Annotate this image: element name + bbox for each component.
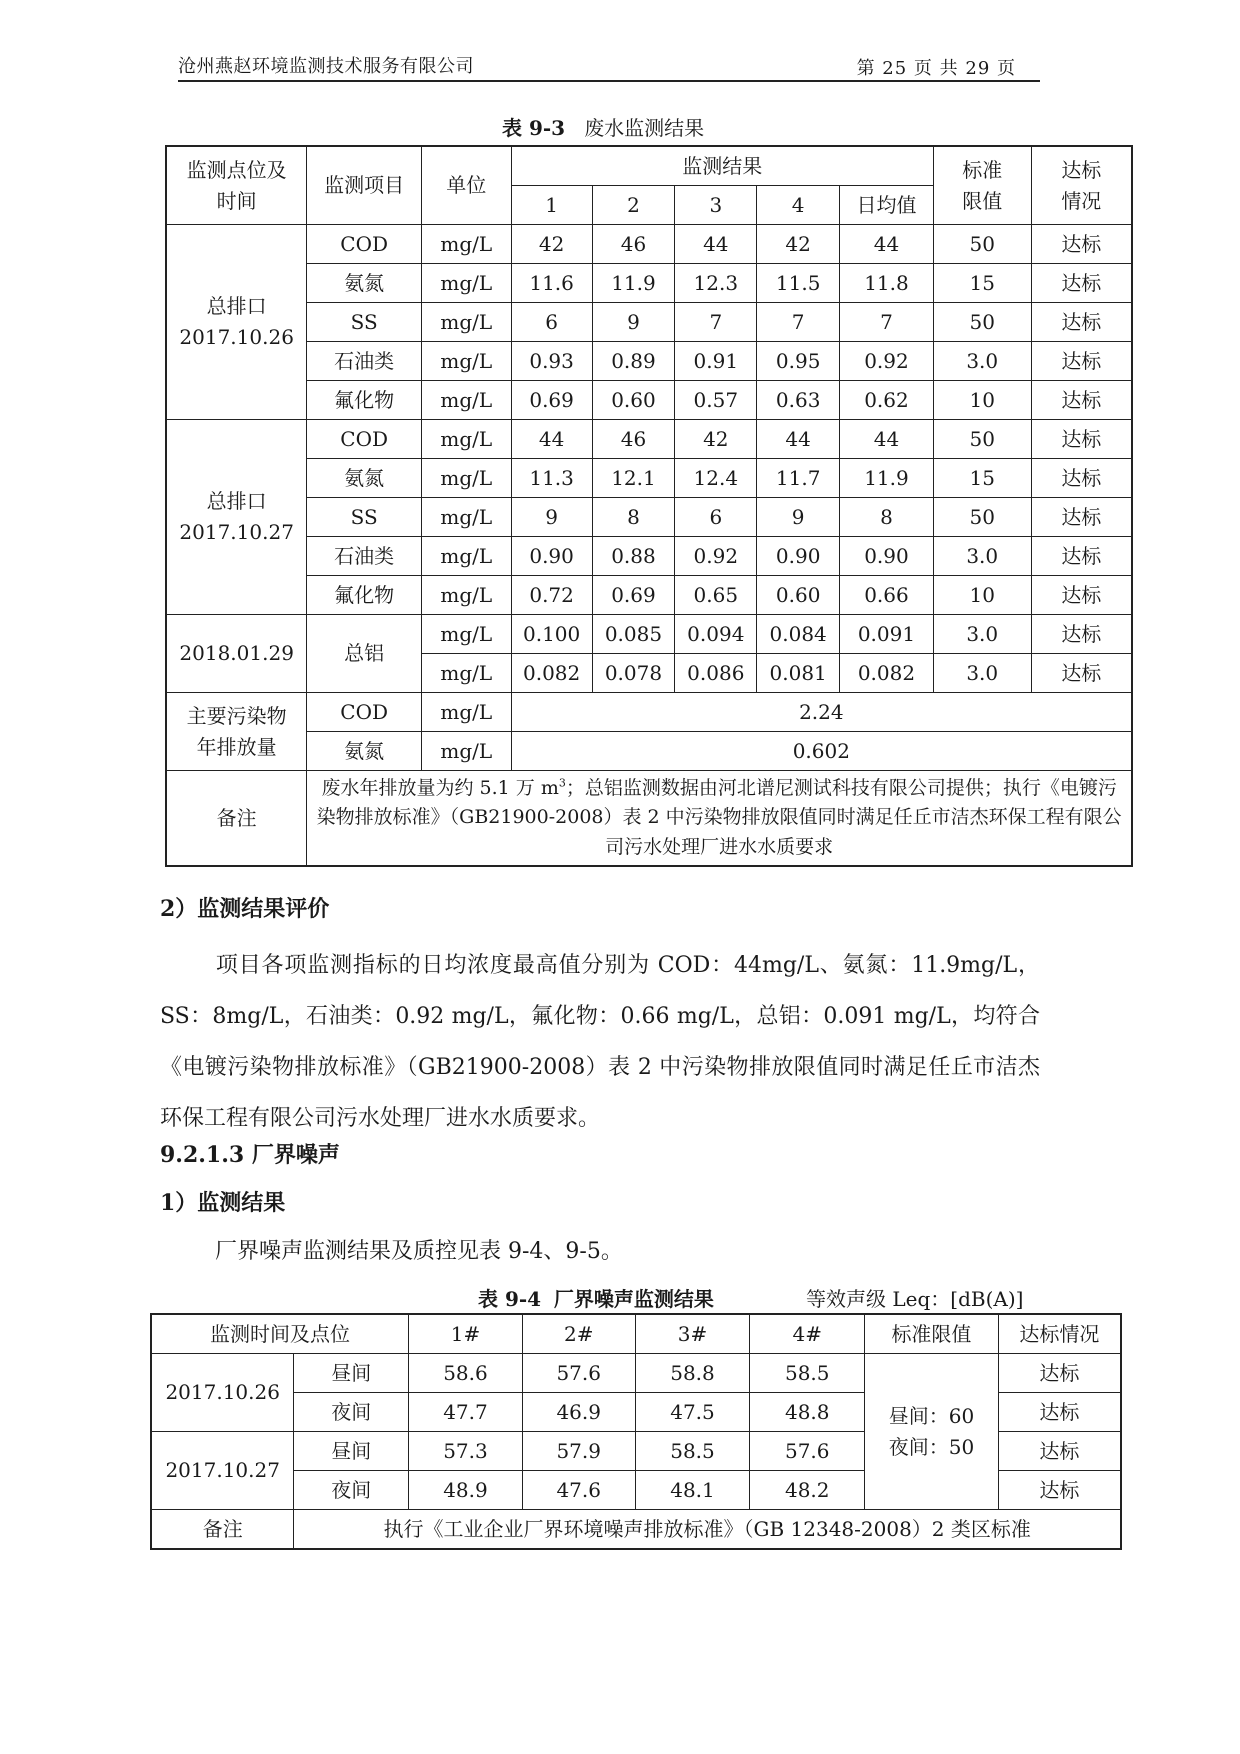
remark-text: 执行《工业企业厂界环境噪声排放标准》（GB 12348-2008）2 类区标准 <box>294 1510 1121 1550</box>
remark-label: 备注 <box>166 771 307 867</box>
al-date: 2018.01.29 <box>166 615 307 693</box>
table-row <box>166 459 1132 498</box>
cell-status: 达标 <box>1031 498 1132 537</box>
table2-caption-number: 表 9-4 <box>478 1287 542 1311</box>
cell-value: 6 <box>511 303 592 342</box>
cell-limit: 3.0 <box>933 615 1031 654</box>
cell-status: 达标 <box>1031 342 1132 381</box>
cell-status: 达标 <box>1031 264 1132 303</box>
table-row <box>151 1354 1121 1393</box>
cell-value: 48.9 <box>409 1471 523 1510</box>
header-unit: 单位 <box>421 146 511 225</box>
cell-value: 58.5 <box>635 1432 750 1471</box>
cell-limit: 3.0 <box>933 537 1031 576</box>
day-date: 2017.10.26 <box>151 1354 294 1432</box>
cell-item: 氨氮 <box>307 264 422 303</box>
cell-value: 0.92 <box>675 537 757 576</box>
section-evaluation-title: 2）监测结果评价 <box>160 896 330 922</box>
cell-limit: 50 <box>933 225 1031 264</box>
table-row <box>166 732 1132 771</box>
cell-status: 达标 <box>1031 225 1132 264</box>
cell-value: 46 <box>592 420 675 459</box>
header-result-col-1: 1 <box>511 186 592 225</box>
cell-item: 氟化物 <box>307 381 422 420</box>
cell-value: 0.69 <box>511 381 592 420</box>
evaluation-paragraph <box>160 940 1040 1144</box>
table-header-row <box>166 146 1132 186</box>
remark-row <box>166 771 1132 867</box>
cell-unit: mg/L <box>421 537 511 576</box>
cell-value: 44 <box>511 420 592 459</box>
cell-item: SS <box>307 303 422 342</box>
cell-unit: mg/L <box>421 303 511 342</box>
cell-item: COD <box>307 420 422 459</box>
table-row <box>166 498 1132 537</box>
section-noise-title: 9.2.1.3 厂界噪声 <box>160 1142 340 1168</box>
cell-value: 0.57 <box>675 381 757 420</box>
cell-unit: mg/L <box>421 225 511 264</box>
cell-status: 达标 <box>998 1393 1121 1432</box>
cell-value: 9 <box>592 303 675 342</box>
table2-caption <box>478 1283 714 1312</box>
cell-value: 47.5 <box>635 1393 750 1432</box>
table1-caption-title: 废水监测结果 <box>584 116 705 140</box>
cell-value: 0.92 <box>840 342 934 381</box>
cell-value: 0.081 <box>757 654 840 693</box>
cell-value: 0.93 <box>511 342 592 381</box>
cell-value: 0.085 <box>592 615 675 654</box>
cell-value: 0.091 <box>840 615 934 654</box>
annual-value: 0.602 <box>511 732 1132 771</box>
cell-status: 达标 <box>1031 615 1132 654</box>
cell-status: 达标 <box>1031 459 1132 498</box>
cell-unit: mg/L <box>421 420 511 459</box>
cell-period: 夜间 <box>294 1471 409 1510</box>
cell-unit: mg/L <box>421 498 511 537</box>
cell-value: 0.082 <box>840 654 934 693</box>
cell-limit: 50 <box>933 420 1031 459</box>
cell-item: COD <box>307 225 422 264</box>
cell-value: 48.8 <box>750 1393 865 1432</box>
evaluation-text: 项目各项监测指标的日均浓度最高值分别为 COD：44mg/L、氨氮：11.9mg/L，SS：8mg/L，石油类：0.92 mg/L，氟化物：0.66 mg/L，总铝：0.091 mg/L，均符合《电镀污染物排放标准》（GB21900-2008）表 2 中污染物排放限值同时满足任丘市洁杰环保工程有限公司污水处理厂进水水质要求。 <box>160 953 1040 1131</box>
cell-value: 7 <box>675 303 757 342</box>
cell-value: 0.086 <box>675 654 757 693</box>
group-label: 总排口 2017.10.26 <box>166 225 307 420</box>
table-header-row <box>151 1314 1121 1354</box>
cell-value: 44 <box>757 420 840 459</box>
cell-value: 12.4 <box>675 459 757 498</box>
table-row <box>166 615 1132 654</box>
company-name: 沧州燕赵环境监测技术服务有限公司 <box>178 56 474 77</box>
cell-value: 6 <box>675 498 757 537</box>
section-noise-subtitle: 1）监测结果 <box>160 1190 286 1216</box>
table-row <box>166 576 1132 615</box>
table-row <box>166 693 1132 732</box>
table-row <box>166 381 1132 420</box>
cell-value: 7 <box>840 303 934 342</box>
al-item: 总铝 <box>307 615 422 693</box>
cell-item: 石油类 <box>307 342 422 381</box>
cell-value: 0.66 <box>840 576 934 615</box>
day-date: 2017.10.27 <box>151 1432 294 1510</box>
header-status: 达标情况 <box>1031 146 1132 225</box>
table-row <box>166 537 1132 576</box>
cell-value: 57.6 <box>750 1432 865 1471</box>
cell-value: 42 <box>511 225 592 264</box>
table-row <box>166 342 1132 381</box>
header-point-3: 3# <box>635 1314 750 1354</box>
annual-value: 2.24 <box>511 693 1132 732</box>
cell-item: COD <box>307 693 422 732</box>
group-label: 总排口 2017.10.27 <box>166 420 307 615</box>
cell-value: 9 <box>511 498 592 537</box>
cell-value: 42 <box>757 225 840 264</box>
cell-value: 0.078 <box>592 654 675 693</box>
cell-value: 11.9 <box>840 459 934 498</box>
cell-limit: 15 <box>933 459 1031 498</box>
table1-caption-number: 表 9-3 <box>502 116 566 140</box>
cell-value: 0.082 <box>511 654 592 693</box>
noise-intro-paragraph <box>160 1226 1040 1277</box>
table2-caption-title: 厂界噪声监测结果 <box>553 1287 714 1311</box>
header-point-1: 1# <box>409 1314 523 1354</box>
cell-value: 0.69 <box>592 576 675 615</box>
page-header <box>178 46 1040 82</box>
table1-caption <box>502 112 704 141</box>
cell-unit: mg/L <box>421 654 511 693</box>
cell-value: 0.094 <box>675 615 757 654</box>
cell-value: 0.91 <box>675 342 757 381</box>
cell-limit: 15 <box>933 264 1031 303</box>
cell-value: 57.3 <box>409 1432 523 1471</box>
header-result-col-3: 3 <box>675 186 757 225</box>
cell-item: 氟化物 <box>307 576 422 615</box>
cell-value: 0.95 <box>757 342 840 381</box>
cell-value: 58.6 <box>409 1354 523 1393</box>
cell-value: 46.9 <box>522 1393 635 1432</box>
cell-value: 0.60 <box>592 381 675 420</box>
cell-value: 42 <box>675 420 757 459</box>
cell-status: 达标 <box>998 1354 1121 1393</box>
cell-value: 58.5 <box>750 1354 865 1393</box>
cell-status: 达标 <box>1031 576 1132 615</box>
cell-limit: 10 <box>933 381 1031 420</box>
cell-status: 达标 <box>1031 303 1132 342</box>
cell-value: 57.6 <box>522 1354 635 1393</box>
cell-value: 47.7 <box>409 1393 523 1432</box>
noise-results-table <box>150 1313 1122 1550</box>
header-result-col-4: 4 <box>757 186 840 225</box>
cell-value: 11.9 <box>592 264 675 303</box>
table-row <box>166 225 1132 264</box>
noise-intro-text: 厂界噪声监测结果及质控见表 9-4、9-5。 <box>215 1239 623 1264</box>
cell-unit: mg/L <box>421 576 511 615</box>
cell-status: 达标 <box>1031 537 1132 576</box>
cell-value: 0.89 <box>592 342 675 381</box>
cell-value: 0.084 <box>757 615 840 654</box>
remark-label: 备注 <box>151 1510 294 1550</box>
annual-label: 主要污染物年排放量 <box>166 693 307 771</box>
header-item: 监测项目 <box>307 146 422 225</box>
cell-value: 11.3 <box>511 459 592 498</box>
cell-value: 0.100 <box>511 615 592 654</box>
table-row <box>166 264 1132 303</box>
cell-period: 昼间 <box>294 1432 409 1471</box>
cell-value: 44 <box>840 420 934 459</box>
cell-unit: mg/L <box>421 459 511 498</box>
table-row <box>166 303 1132 342</box>
cell-status: 达标 <box>998 1471 1121 1510</box>
cell-unit: mg/L <box>421 342 511 381</box>
cell-value: 12.3 <box>675 264 757 303</box>
cell-value: 8 <box>592 498 675 537</box>
header-point-4: 4# <box>750 1314 865 1354</box>
cell-limit: 10 <box>933 576 1031 615</box>
cell-value: 0.65 <box>675 576 757 615</box>
page-number: 第 25 页 共 29 页 <box>856 58 1016 79</box>
cell-value: 48.2 <box>750 1471 865 1510</box>
cell-unit: mg/L <box>421 732 511 771</box>
cell-value: 0.90 <box>511 537 592 576</box>
cell-value: 0.90 <box>757 537 840 576</box>
cell-unit: mg/L <box>421 381 511 420</box>
cell-period: 夜间 <box>294 1393 409 1432</box>
cell-value: 57.9 <box>522 1432 635 1471</box>
cell-unit: mg/L <box>421 615 511 654</box>
cell-value: 7 <box>757 303 840 342</box>
cell-unit: mg/L <box>421 264 511 303</box>
cell-item: 氨氮 <box>307 732 422 771</box>
cell-value: 11.7 <box>757 459 840 498</box>
cell-value: 44 <box>675 225 757 264</box>
cell-value: 8 <box>840 498 934 537</box>
cell-value: 0.88 <box>592 537 675 576</box>
header-result-col-2: 2 <box>592 186 675 225</box>
header-limit: 标准限值 <box>933 146 1031 225</box>
header-point-2: 2# <box>522 1314 635 1354</box>
cell-value: 48.1 <box>635 1471 750 1510</box>
remark-row <box>151 1510 1121 1550</box>
cell-status: 达标 <box>1031 420 1132 459</box>
cell-value: 58.8 <box>635 1354 750 1393</box>
cell-limit: 50 <box>933 498 1031 537</box>
cell-status: 达标 <box>1031 381 1132 420</box>
cell-item: SS <box>307 498 422 537</box>
cell-item: 氨氮 <box>307 459 422 498</box>
header-results: 监测结果 <box>511 146 933 186</box>
cell-value: 11.8 <box>840 264 934 303</box>
cell-value: 0.62 <box>840 381 934 420</box>
cell-value: 11.5 <box>757 264 840 303</box>
cell-limit: 3.0 <box>933 654 1031 693</box>
cell-value: 0.63 <box>757 381 840 420</box>
table2-caption-unit: 等效声级 Leq：[dB(A)] <box>806 1287 1024 1311</box>
remark-text: 废水年排放量为约 5.1 万 $m^3$；总铝监测数据由河北谱尼测试科技有限公司提供；执行《电镀污染物排放标准》（GB21900-2008）表 2 中污染物排放限值同时满足任丘市洁杰环保工程有限公司污水处理厂进水水质要求 <box>307 771 1132 867</box>
cell-unit: mg/L <box>421 693 511 732</box>
table-row <box>166 420 1132 459</box>
cell-item: 石油类 <box>307 537 422 576</box>
header-result-col-5: 日均值 <box>840 186 934 225</box>
cell-limit: 昼间：60 夜间：50 <box>865 1354 999 1510</box>
cell-period: 昼间 <box>294 1354 409 1393</box>
cell-value: 46 <box>592 225 675 264</box>
header-point-time: 监测点位及时间 <box>166 146 307 225</box>
cell-limit: 50 <box>933 303 1031 342</box>
cell-value: 0.72 <box>511 576 592 615</box>
cell-value: 9 <box>757 498 840 537</box>
wastewater-results-table <box>165 145 1133 867</box>
cell-value: 0.90 <box>840 537 934 576</box>
cell-value: 12.1 <box>592 459 675 498</box>
cell-value: 47.6 <box>522 1471 635 1510</box>
cell-value: 0.60 <box>757 576 840 615</box>
cell-value: 44 <box>840 225 934 264</box>
cell-limit: 3.0 <box>933 342 1031 381</box>
cell-status: 达标 <box>1031 654 1132 693</box>
cell-status: 达标 <box>998 1432 1121 1471</box>
cell-value: 11.6 <box>511 264 592 303</box>
header-limit: 标准限值 <box>865 1314 999 1354</box>
header-time-point: 监测时间及点位 <box>151 1314 409 1354</box>
header-status: 达标情况 <box>998 1314 1121 1354</box>
